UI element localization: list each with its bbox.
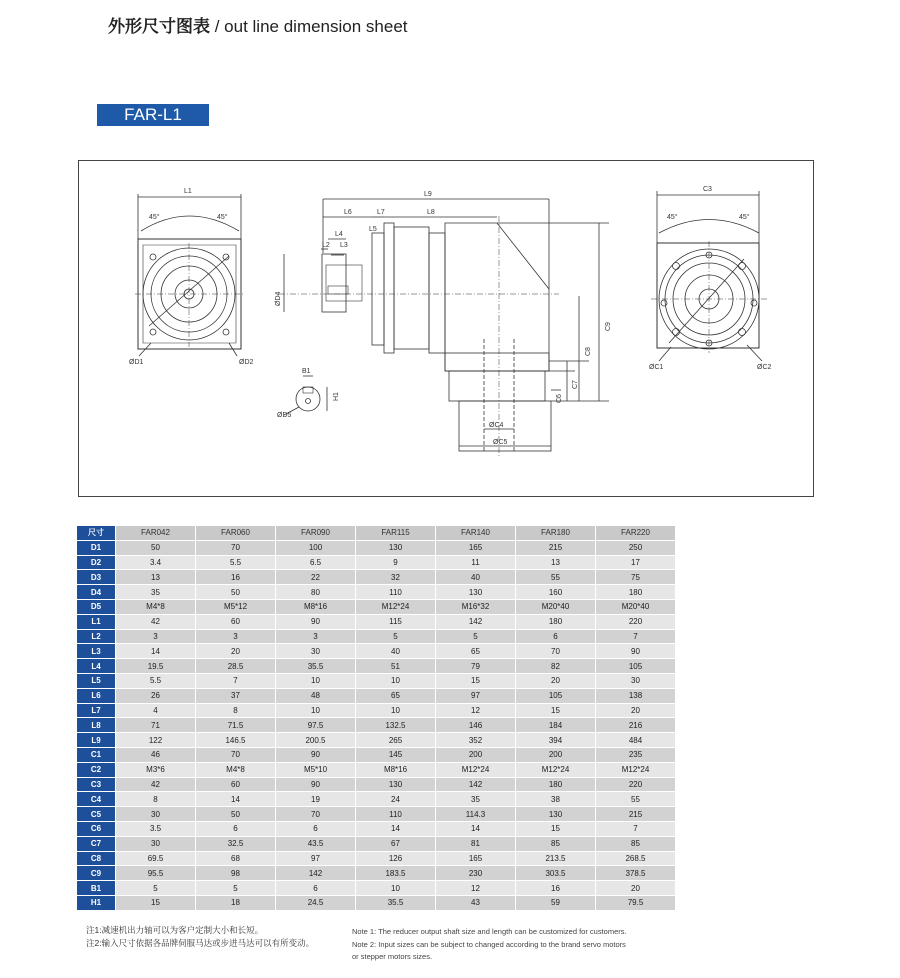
table-cell: 165 xyxy=(436,541,515,555)
table-row xyxy=(77,792,675,806)
model-tag: FAR-L1 xyxy=(97,104,209,126)
table-cell: 24 xyxy=(356,792,435,806)
table-row xyxy=(77,674,675,688)
label-C5: ØC5 xyxy=(493,439,508,446)
table-cell: 14 xyxy=(436,822,515,836)
table-cell: 3 xyxy=(276,630,355,644)
table-cell: 250 xyxy=(596,541,675,555)
table-cell: M16*32 xyxy=(436,600,515,614)
table-cell: 90 xyxy=(276,748,355,762)
table-cell: 79 xyxy=(436,659,515,673)
label-D4: ØD4 xyxy=(275,291,282,306)
table-cell: 46 xyxy=(116,748,195,762)
table-cell: 65 xyxy=(436,644,515,658)
label-C4: ØC4 xyxy=(489,422,504,429)
label-C9: C9 xyxy=(605,322,612,331)
label-angle-left-2: 45° xyxy=(217,214,228,221)
table-cell: 13 xyxy=(116,570,195,584)
table-row xyxy=(77,866,675,880)
table-cell: 132.5 xyxy=(356,718,435,732)
table-cell: 35.5 xyxy=(276,659,355,673)
table-row xyxy=(77,541,675,555)
table-row xyxy=(77,778,675,792)
note-en-3: or stepper motors sizes. xyxy=(352,952,433,961)
label-D1: ØD1 xyxy=(129,359,144,366)
table-cell: 71.5 xyxy=(196,718,275,732)
table-cell: 97.5 xyxy=(276,718,355,732)
table-cell: 220 xyxy=(596,778,675,792)
table-row xyxy=(77,881,675,895)
table-cell: 15 xyxy=(436,674,515,688)
table-cell: 40 xyxy=(356,644,435,658)
table-cell: 105 xyxy=(516,689,595,703)
table-row xyxy=(77,659,675,673)
table-cell: 95.5 xyxy=(116,866,195,880)
table-cell: 13 xyxy=(516,556,595,570)
table-row xyxy=(77,852,675,866)
column-header: FAR090 xyxy=(276,526,355,540)
table-cell: M20*40 xyxy=(596,600,675,614)
row-label: C7 xyxy=(77,837,115,851)
column-header: FAR220 xyxy=(596,526,675,540)
table-cell: 32.5 xyxy=(196,837,275,851)
column-header: FAR115 xyxy=(356,526,435,540)
table-cell: 7 xyxy=(596,630,675,644)
table-cell: 59 xyxy=(516,896,595,910)
shaft-section-view xyxy=(284,376,327,415)
table-cell: 200.5 xyxy=(276,733,355,747)
table-row xyxy=(77,644,675,658)
table-cell: 5 xyxy=(196,881,275,895)
label-C1: ØC1 xyxy=(649,364,664,371)
table-cell: 220 xyxy=(596,615,675,629)
table-cell: M12*24 xyxy=(356,600,435,614)
row-label: C5 xyxy=(77,807,115,821)
table-cell: 5.5 xyxy=(196,556,275,570)
table-cell: 22 xyxy=(276,570,355,584)
table-cell: 16 xyxy=(196,570,275,584)
table-cell: 216 xyxy=(596,718,675,732)
label-angle-right-2: 45° xyxy=(739,214,750,221)
table-cell: 28.5 xyxy=(196,659,275,673)
row-label: L9 xyxy=(77,733,115,747)
table-cell: 4 xyxy=(116,704,195,718)
table-cell: M5*12 xyxy=(196,600,275,614)
table-cell: 10 xyxy=(356,674,435,688)
row-label: L1 xyxy=(77,615,115,629)
table-row xyxy=(77,807,675,821)
row-label: C6 xyxy=(77,822,115,836)
table-cell: 105 xyxy=(596,659,675,673)
table-cell: 3.4 xyxy=(116,556,195,570)
table-cell: 40 xyxy=(436,570,515,584)
label-L4: L4 xyxy=(335,231,343,238)
label-L1: L1 xyxy=(184,188,192,195)
table-cell: 5 xyxy=(436,630,515,644)
table-cell: 6 xyxy=(196,822,275,836)
table-cell: 16 xyxy=(516,881,595,895)
table-cell: 70 xyxy=(276,807,355,821)
label-C7: C7 xyxy=(572,380,579,389)
table-cell: 180 xyxy=(596,585,675,599)
table-cell: 122 xyxy=(116,733,195,747)
table-cell: 43.5 xyxy=(276,837,355,851)
column-header: FAR042 xyxy=(116,526,195,540)
dimension-drawing xyxy=(78,160,814,497)
table-cell: M12*24 xyxy=(596,763,675,777)
table-cell: 130 xyxy=(516,807,595,821)
table-cell: 10 xyxy=(356,704,435,718)
note-en-2: Note 2: Input sizes can be subject to changed according to the brand servo motors xyxy=(352,939,626,949)
row-label: L3 xyxy=(77,644,115,658)
table-cell: M5*10 xyxy=(276,763,355,777)
table-cell: 484 xyxy=(596,733,675,747)
label-D5: ØD5 xyxy=(277,412,292,419)
label-B1: B1 xyxy=(302,368,311,375)
table-cell: 79.5 xyxy=(596,896,675,910)
table-cell: 19 xyxy=(276,792,355,806)
table-row xyxy=(77,837,675,851)
label-C2: ØC2 xyxy=(757,364,772,371)
table-cell: 14 xyxy=(196,792,275,806)
table-cell: 10 xyxy=(276,674,355,688)
table-cell: 70 xyxy=(196,748,275,762)
table-cell: 24.5 xyxy=(276,896,355,910)
note-cn-2: 注2:输入尺寸依据各品牌伺服马达或步进马达可以有所变动。 xyxy=(86,937,315,948)
table-cell: 20 xyxy=(196,644,275,658)
column-header: FAR140 xyxy=(436,526,515,540)
note-cn-1: 注1:减速机出力轴可以为客户定制大小和长短。 xyxy=(86,925,264,935)
table-cell: M4*8 xyxy=(116,600,195,614)
table-cell: 394 xyxy=(516,733,595,747)
row-label: L4 xyxy=(77,659,115,673)
table-cell: 50 xyxy=(196,585,275,599)
table-row xyxy=(77,733,675,747)
table-cell: 6 xyxy=(516,630,595,644)
column-header: FAR180 xyxy=(516,526,595,540)
label-L7: L7 xyxy=(377,209,385,216)
table-cell: 180 xyxy=(516,615,595,629)
table-cell: 38 xyxy=(516,792,595,806)
table-cell: 213.5 xyxy=(516,852,595,866)
table-cell: 265 xyxy=(356,733,435,747)
table-cell: 146 xyxy=(436,718,515,732)
table-cell: 71 xyxy=(116,718,195,732)
table-row xyxy=(77,704,675,718)
table-cell: 110 xyxy=(356,585,435,599)
table-cell: 130 xyxy=(436,585,515,599)
table-cell: 215 xyxy=(516,541,595,555)
table-cell: 42 xyxy=(116,615,195,629)
table-cell: 98 xyxy=(196,866,275,880)
row-label: H1 xyxy=(77,896,115,910)
table-cell: 26 xyxy=(116,689,195,703)
table-cell: 130 xyxy=(356,541,435,555)
table-header-row xyxy=(77,526,675,540)
table-cell: 50 xyxy=(196,807,275,821)
notes-cn xyxy=(86,924,314,949)
table-cell: 14 xyxy=(356,822,435,836)
table-cell: 3 xyxy=(116,630,195,644)
table-cell: 67 xyxy=(356,837,435,851)
table-cell: 12 xyxy=(436,881,515,895)
table-cell: 215 xyxy=(596,807,675,821)
table-cell: 10 xyxy=(276,704,355,718)
row-label: B1 xyxy=(77,881,115,895)
label-C8: C8 xyxy=(585,347,592,356)
row-label: L7 xyxy=(77,704,115,718)
page-title xyxy=(108,12,408,37)
table-cell: 30 xyxy=(596,674,675,688)
table-cell: 90 xyxy=(596,644,675,658)
table-cell: 97 xyxy=(276,852,355,866)
table-cell: 8 xyxy=(196,704,275,718)
table-cell: 37 xyxy=(196,689,275,703)
title-en: out line dimension sheet xyxy=(224,17,408,36)
row-label: C4 xyxy=(77,792,115,806)
label-angle-left-1: 45° xyxy=(149,214,160,221)
table-cell: 97 xyxy=(436,689,515,703)
table-cell: 230 xyxy=(436,866,515,880)
table-row xyxy=(77,763,675,777)
table-cell: 80 xyxy=(276,585,355,599)
row-label: D2 xyxy=(77,556,115,570)
table-cell: 5.5 xyxy=(116,674,195,688)
table-cell: 60 xyxy=(196,778,275,792)
row-label: L8 xyxy=(77,718,115,732)
table-cell: 130 xyxy=(356,778,435,792)
table-cell: 180 xyxy=(516,778,595,792)
row-label: D5 xyxy=(77,600,115,614)
table-cell: 352 xyxy=(436,733,515,747)
table-cell: 14 xyxy=(116,644,195,658)
table-cell: 6.5 xyxy=(276,556,355,570)
table-cell: 35 xyxy=(116,585,195,599)
table-cell: 184 xyxy=(516,718,595,732)
table-cell: 55 xyxy=(596,792,675,806)
table-cell: 35.5 xyxy=(356,896,435,910)
title-cn: 外形尺寸图表 xyxy=(108,17,210,36)
table-cell: 11 xyxy=(436,556,515,570)
table-cell: 7 xyxy=(596,822,675,836)
column-header: FAR060 xyxy=(196,526,275,540)
table-cell: 6 xyxy=(276,822,355,836)
table-cell: 114.3 xyxy=(436,807,515,821)
table-cell: 142 xyxy=(276,866,355,880)
table-cell: 160 xyxy=(516,585,595,599)
table-row xyxy=(77,615,675,629)
table-cell: 85 xyxy=(596,837,675,851)
notes-en xyxy=(352,926,627,964)
table-row xyxy=(77,570,675,584)
table-cell: 48 xyxy=(276,689,355,703)
table-cell: M8*16 xyxy=(356,763,435,777)
table-cell: 12 xyxy=(436,704,515,718)
label-L2: L2 xyxy=(322,242,330,249)
table-row xyxy=(77,585,675,599)
table-cell: 50 xyxy=(116,541,195,555)
table-cell: 20 xyxy=(516,674,595,688)
table-cell: 70 xyxy=(196,541,275,555)
label-C3: C3 xyxy=(703,186,712,193)
table-cell: 30 xyxy=(276,644,355,658)
table-cell: 82 xyxy=(516,659,595,673)
row-label: C1 xyxy=(77,748,115,762)
table-cell: 15 xyxy=(516,704,595,718)
label-L3: L3 xyxy=(340,242,348,249)
note-en-1: Note 1: The reducer output shaft size and length can be customized for customers. xyxy=(352,927,627,936)
table-cell: 70 xyxy=(516,644,595,658)
table-cell: M3*6 xyxy=(116,763,195,777)
side-elevation-view xyxy=(279,199,609,456)
table-cell: 65 xyxy=(356,689,435,703)
table-cell: 30 xyxy=(116,837,195,851)
table-cell: 268.5 xyxy=(596,852,675,866)
table-cell: 42 xyxy=(116,778,195,792)
table-cell: 3 xyxy=(196,630,275,644)
table-cell: 68 xyxy=(196,852,275,866)
table-cell: 43 xyxy=(436,896,515,910)
table-cell: 235 xyxy=(596,748,675,762)
table-cell: 6 xyxy=(276,881,355,895)
row-label: D1 xyxy=(77,541,115,555)
table-cell: 9 xyxy=(356,556,435,570)
table-cell: 35 xyxy=(436,792,515,806)
label-L5: L5 xyxy=(369,226,377,233)
table-row xyxy=(77,689,675,703)
table-row xyxy=(77,896,675,910)
table-cell: M20*40 xyxy=(516,600,595,614)
table-cell: M4*8 xyxy=(196,763,275,777)
table-cell: 5 xyxy=(116,881,195,895)
table-cell: 60 xyxy=(196,615,275,629)
table-cell: 200 xyxy=(436,748,515,762)
row-label: C3 xyxy=(77,778,115,792)
table-row xyxy=(77,630,675,644)
table-cell: 142 xyxy=(436,615,515,629)
table-cell: 20 xyxy=(596,881,675,895)
table-cell: M12*24 xyxy=(516,763,595,777)
table-cell: 110 xyxy=(356,807,435,821)
table-cell: 19.5 xyxy=(116,659,195,673)
table-cell: 183.5 xyxy=(356,866,435,880)
table-cell: 200 xyxy=(516,748,595,762)
table-cell: 69.5 xyxy=(116,852,195,866)
table-cell: 145 xyxy=(356,748,435,762)
table-corner-cell: 尺寸 xyxy=(77,526,115,540)
row-label: L5 xyxy=(77,674,115,688)
row-label: C9 xyxy=(77,866,115,880)
title-separator: / xyxy=(210,17,225,36)
label-L9: L9 xyxy=(424,191,432,198)
row-label: D4 xyxy=(77,585,115,599)
table-cell: 30 xyxy=(116,807,195,821)
table-cell: 90 xyxy=(276,778,355,792)
table-row xyxy=(77,600,675,614)
table-cell: 5 xyxy=(356,630,435,644)
table-cell: 142 xyxy=(436,778,515,792)
table-cell: 3.5 xyxy=(116,822,195,836)
row-label: C8 xyxy=(77,852,115,866)
table-cell: 90 xyxy=(276,615,355,629)
table-cell: 7 xyxy=(196,674,275,688)
table-cell: 100 xyxy=(276,541,355,555)
label-H1: H1 xyxy=(333,392,340,401)
table-cell: 75 xyxy=(596,570,675,584)
table-row xyxy=(77,556,675,570)
table-cell: 10 xyxy=(356,881,435,895)
table-cell: 165 xyxy=(436,852,515,866)
table-row xyxy=(77,822,675,836)
table-cell: 303.5 xyxy=(516,866,595,880)
table-cell: 18 xyxy=(196,896,275,910)
table-cell: 15 xyxy=(516,822,595,836)
table-cell: 126 xyxy=(356,852,435,866)
dimension-table xyxy=(76,525,676,911)
row-label: D3 xyxy=(77,570,115,584)
label-L8: L8 xyxy=(427,209,435,216)
table-cell: 138 xyxy=(596,689,675,703)
label-angle-right-1: 45° xyxy=(667,214,678,221)
label-L6: L6 xyxy=(344,209,352,216)
table-row xyxy=(77,748,675,762)
table-cell: 20 xyxy=(596,704,675,718)
label-C6: C6 xyxy=(556,394,563,403)
table-cell: 378.5 xyxy=(596,866,675,880)
label-D2: ØD2 xyxy=(239,359,254,366)
table-cell: 51 xyxy=(356,659,435,673)
row-label: L6 xyxy=(77,689,115,703)
table-cell: 32 xyxy=(356,570,435,584)
table-cell: 146.5 xyxy=(196,733,275,747)
table-cell: 55 xyxy=(516,570,595,584)
row-label: L2 xyxy=(77,630,115,644)
table-cell: M12*24 xyxy=(436,763,515,777)
table-cell: 115 xyxy=(356,615,435,629)
table-cell: 8 xyxy=(116,792,195,806)
table-cell: 81 xyxy=(436,837,515,851)
table-row xyxy=(77,718,675,732)
row-label: C2 xyxy=(77,763,115,777)
table-cell: 85 xyxy=(516,837,595,851)
table-cell: M8*16 xyxy=(276,600,355,614)
table-cell: 17 xyxy=(596,556,675,570)
table-cell: 15 xyxy=(116,896,195,910)
